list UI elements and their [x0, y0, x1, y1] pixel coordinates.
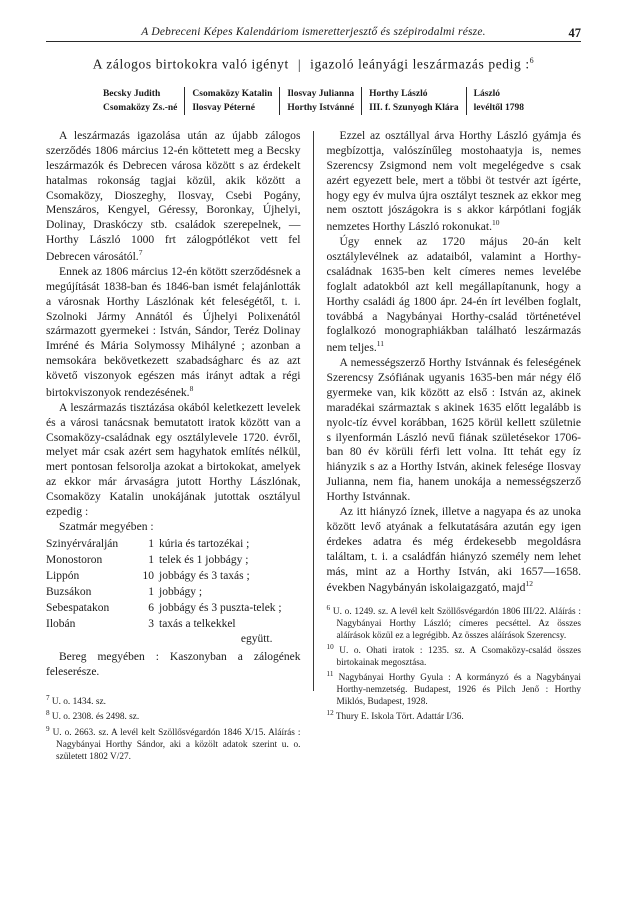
- running-head-title: A Debreceni Képes Kalendáriom ismeretterjesztő és szépirodalmi része.: [141, 26, 486, 38]
- paragraph-text: A leszármazás tisztázása okából keletkezett levelek és a városi tanácsnak bemutatott iratok között van a Csomaközy-családnak egy osztálylevele 1720. évről, melyet már csak azért sem hagyhatok említés nélkül, mert pontosan felsorolja azokat a birtokokat, amelyek az ekkor már árvaságra jutott Horthy Lászlónak, Csomaközy Katalin unokájának jutottak osztályul ezpedig :: [46, 400, 301, 518]
- name-entry: levéltől 1798: [473, 102, 525, 113]
- place-desc: telek és 1 jobbágy ;: [159, 554, 249, 567]
- name-entry: III. f. Szunyogh Klára: [369, 102, 459, 113]
- place-desc: taxás a telkekkel: [159, 618, 236, 631]
- headline-separator: |: [297, 56, 302, 72]
- genealogy-names-block: [46, 87, 581, 116]
- places-table: [46, 537, 301, 633]
- place-name: Monostoron: [46, 554, 103, 567]
- footnote-text: U. o. 2663. sz. A levél kelt Szöllősvégardón 1846 X/15. Aláírás : Nagybányai Horthy Sándor, aki a közölt adatok szerint u. o. született 1802 V/27.: [52, 728, 301, 762]
- paragraph: [327, 356, 582, 505]
- table-row: [46, 537, 301, 553]
- name-entry: Ilosvay Péterné: [192, 102, 255, 113]
- footnote: [327, 709, 582, 724]
- paragraph: [327, 235, 582, 356]
- article-headline: [46, 56, 581, 73]
- footnote: [327, 643, 582, 669]
- footnote-marker: 8: [189, 384, 194, 393]
- footnote-text: U. o. 1249. sz. A levél kelt Szöllősvégardón 1806 III/22. Aláírás : Nagybányai Horthy László; címeres pecséttel. Az összes aláírások közül ez a legrégibb. Az összes aláírások Szerencsy.: [332, 607, 582, 641]
- place-count: 3: [148, 618, 154, 631]
- footnote-marker: 11: [376, 339, 384, 349]
- paragraph: [327, 505, 582, 596]
- place-name: Buzsákon: [46, 586, 92, 599]
- footnote-marker: 12: [326, 709, 334, 718]
- place-count: 1: [148, 538, 154, 551]
- right-footnotes: [327, 604, 582, 724]
- bereg-paragraph: Bereg megyében : Kaszonyban a zálogének feleserésze.: [46, 651, 301, 679]
- place-count: 6: [148, 602, 154, 615]
- name-entry: László: [473, 88, 501, 99]
- footnote: [46, 709, 301, 724]
- paragraph-text: Az itt hiányzó íznek, illetve a nagyapa és az unoka között levő atyának a felkutatására azután egy igen érdekes adatra és még érdekesebb megoldásra találtam, t. i. a családfán hiányzó személy nem lehet más, mint az a Horthy István, aki 1657—1658. években Nagybányán iskolaigazgató, majd: [326, 504, 581, 595]
- paragraph-text: A leszármazás igazolása után az újabb zálogos szerződés 1806 március 12-én köttetett meg a Becsky leszármazók és Debrecen városa között s az érdekelt hatalmas rokonság tagjai közül, akik között a Csomaközy, Dioszeghy, Ilosvay, Csebi Pogány, Menszáros, Kengyel, Géressy, Boronkay, Újhelyi, Dolinay, Draskóczy stb. családok szerepelnek, — Horthy László 1000 frt zálogpótlékot vett fel Debrecen városától.: [46, 129, 301, 263]
- names-column-3: [279, 87, 358, 116]
- paragraph-text: Ezzel az osztállyal árva Horthy László gyámja és megbízottja, valószínűleg mostohaatyja is, nemes Szerencsy Zsigmond nem volt megelégedve s csak azért egyezett bele, mert a többi öt testvér azt ígérte, hogy egy év mulva újra osztályt tesznek az ekkor meg nem osztott jószágokra is s akkor kárpótlani fogják nemzetes Horthy László rokonukat.: [326, 129, 581, 234]
- places-total-label: együtt.: [240, 633, 273, 646]
- footnote-marker: 10: [326, 643, 334, 652]
- place-count: 10: [142, 570, 154, 583]
- footnote-marker: 9: [46, 725, 50, 734]
- name-entry: Becsky Judith: [102, 88, 161, 99]
- footnote-marker: 11: [326, 670, 334, 679]
- place-count: 1: [148, 554, 154, 567]
- footnote-text: U. o. Ohati iratok : 1235. sz. A Csomaközy-család összes birtokainak megosztása.: [336, 646, 581, 668]
- place-name: Szinyérváralján: [46, 538, 119, 551]
- left-footnotes: [46, 694, 301, 763]
- names-column-4: [361, 87, 462, 116]
- headline-footnote-marker: 6: [529, 56, 535, 65]
- paragraph-text: Úgy ennek az 1720 május 20-án kelt osztálylevélnek az adataiból, valamint a Horthy-családnak 1635-ben kelt címeres nemes levelébe foglalt adatokból azt kell megállapítanunk, hogy a Horthy családi ág 1800 ápr. 24-én írt levélben foglalt, továbbá a Nagybányai Horthy-család történetével foglalkozó monographiákban található leszármazás nem teljes.: [326, 235, 581, 355]
- page-number: 47: [568, 26, 581, 40]
- name-entry: Horthy Istvánné: [287, 102, 355, 113]
- name-entry: Horthy László: [369, 88, 428, 99]
- place-desc: jobbágy és 3 puszta-telek ;: [159, 602, 282, 615]
- footnote-marker: 6: [326, 604, 331, 613]
- paragraph: [46, 401, 301, 520]
- table-row: [46, 553, 301, 569]
- footnote-marker: 7: [46, 693, 50, 702]
- footnote-text: Thury E. Iskola Tört. Adattár I/36.: [335, 712, 464, 723]
- footnote: [46, 725, 301, 763]
- footnote-marker: 8: [46, 709, 50, 718]
- headline-part-2: igazoló leányági leszármazás pedig :: [310, 56, 530, 72]
- right-text-column: [314, 129, 582, 819]
- paragraph: [46, 129, 301, 265]
- place-name: Sebespatakon: [46, 602, 110, 615]
- running-head: [46, 26, 581, 41]
- place-desc: kúria és tartozékai ;: [159, 538, 250, 551]
- paragraph: [46, 265, 301, 401]
- footnote: [327, 670, 582, 708]
- footnote: [46, 694, 301, 709]
- place-desc: jobbágy és 3 taxás ;: [159, 570, 250, 583]
- headline-part-1: A zálogos birtokokra való igényt: [92, 56, 289, 72]
- footnote-text: U. o. 1434. sz.: [51, 696, 106, 707]
- place-count: 1: [148, 586, 154, 599]
- table-row: [46, 569, 301, 585]
- names-column-2: [184, 87, 276, 116]
- footnote-text: Nagybányai Horthy Gyula : A kormányzó és a Nagybányai Horthy-nemzetség. Budapest, 1926 és Pilch Jenő : Horthy Miklós, Budapest, 1928.: [336, 673, 582, 707]
- names-column-1: [99, 87, 181, 116]
- left-text-column: [46, 129, 313, 819]
- table-row: [46, 617, 301, 633]
- name-entry: Csomaközy Katalin: [192, 88, 273, 99]
- footnote: [327, 604, 582, 642]
- szatmar-heading: Szatmár megyében :: [59, 519, 154, 533]
- footnote-marker: 7: [138, 248, 143, 258]
- name-entry: Ilosvay Julianna: [287, 88, 355, 99]
- place-desc: jobbágy ;: [159, 586, 203, 599]
- footnote-text: U. o. 2308. és 2498. sz.: [51, 712, 140, 723]
- name-entry: Csomaközy Zs.-né: [102, 102, 178, 113]
- table-row: [46, 601, 301, 617]
- body-columns: [46, 129, 581, 819]
- header-rule: [46, 41, 581, 42]
- place-name: Ilobán: [46, 618, 76, 631]
- paragraph-text: A nemességszerző Horthy Istvánnak és feleségének Szerencsy Zsófiának ugyanis 1635-ben már négy élő gyermeke van, kik között az első : István az, akinek maradékai származtak s akinek 1635 előtt legalább is nyolc-tíz évvel korábban, 1625 körül kellett születnie s ilyenformán László nevű fiának születésekor 1706-ban 80 év körüli férfi lett volna. Itt tehát egy íz hiányzik s az a Horthy István, akinek felesége Ilosvay Julianna, nem fia, hanem unokája a nemességszerző Horthy Istvánnak.: [326, 356, 581, 504]
- footnote-marker: 10: [491, 218, 500, 228]
- footnote-marker: 12: [525, 579, 533, 589]
- table-row: [46, 585, 301, 601]
- names-column-5: [466, 87, 528, 116]
- paragraph-text: Ennek az 1806 március 12-én kötött szerződésnek a megújítását 1838-ban és 1846-ban ismét felajánlották a városnak Horthy Lászlónak két feleségétől, t. i. Szolnoki Jármy Annától és Újhelyi Polixenától származott gyermekei : István, Sándor, Teréz Dolinay Imréné és Mária Solymossy Mihályné ; azonban a nemsokára bekövetkezett szabadságharc és az azt követő viszonyok egészen más irányt adtak a régi birtokviszonyok rendezésének.: [46, 264, 301, 399]
- place-name: Lippón: [46, 570, 80, 583]
- paragraph: [327, 129, 582, 235]
